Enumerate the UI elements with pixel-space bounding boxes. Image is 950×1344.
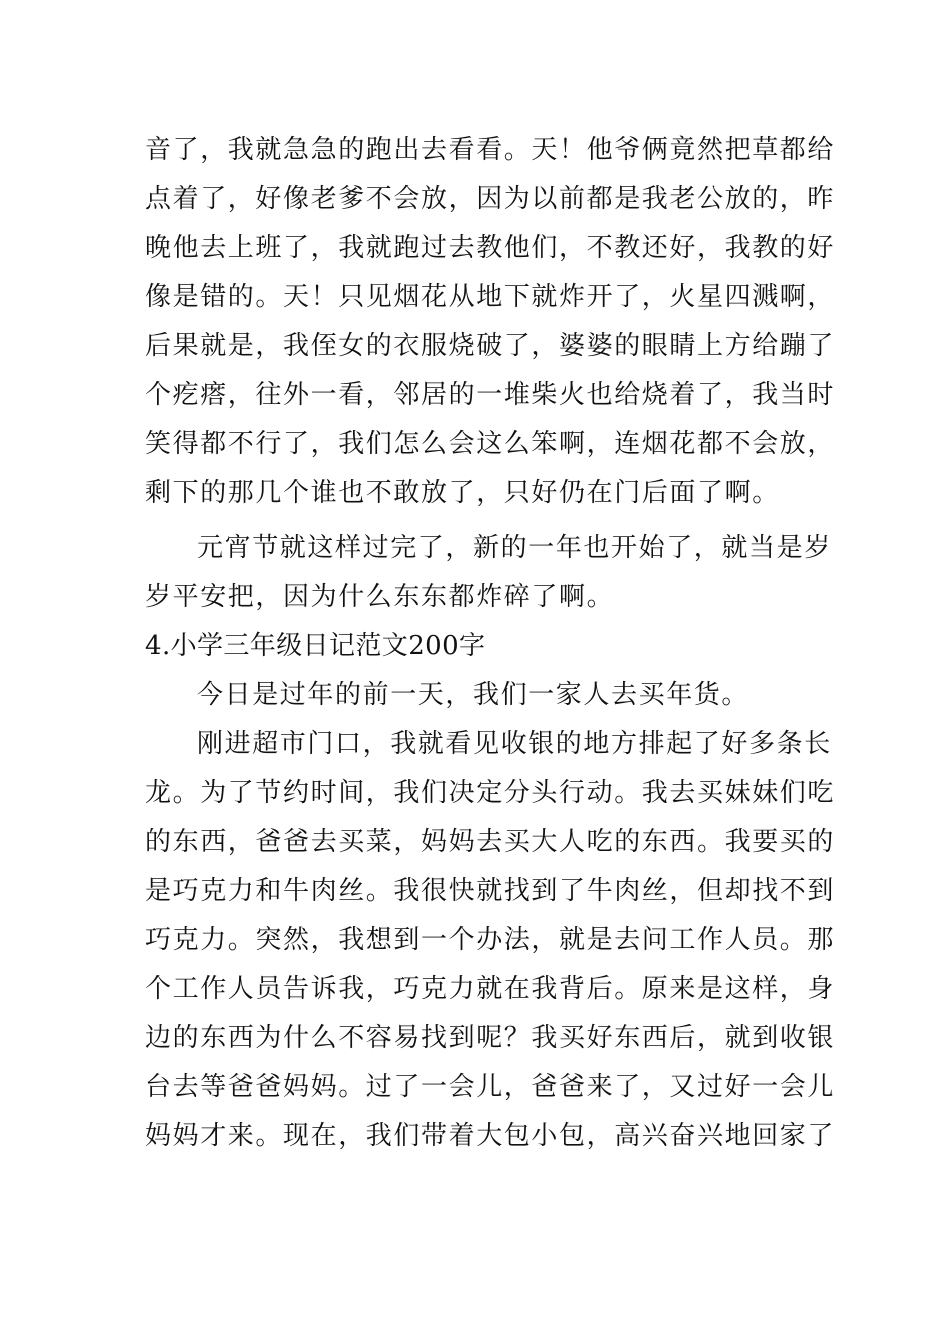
text-line: 笑得都不行了，我们怎么会这么笨啊，连烟花都不会放， xyxy=(145,429,836,459)
text-line: 音了，我就急急的跑出去看看。天！他爷俩竟然把草都给 xyxy=(145,135,836,165)
text-line: 晚他去上班了，我就跑过去教他们，不教还好，我教的好 xyxy=(145,233,836,263)
text-line: 岁平安把，因为什么东东都炸碎了啊。 xyxy=(145,582,615,612)
paragraph-start-line: 刚进超市门口，我就看见收银的地方排起了好多条长 xyxy=(197,729,832,759)
paragraph-start-line: 今日是过年的前一天，我们一家人去买年货。 xyxy=(197,680,750,710)
text-line: 个工作人员告诉我，巧克力就在我背后。原来是这样，身 xyxy=(145,974,836,1004)
text-line: 像是错的。天！只见烟花从地下就炸开了，火星四溅啊， xyxy=(145,282,836,312)
text-line: 妈妈才来。现在，我们带着大包小包，高兴奋兴地回家了 xyxy=(145,1121,836,1151)
text-line: 巧克力。突然，我想到一个办法，就是去问工作人员。那 xyxy=(145,925,836,955)
text-line: 的东西，爸爸去买菜，妈妈去买大人吃的东西。我要买的 xyxy=(145,827,836,857)
text-line: 边的东西为什么不容易找到呢？我买好东西后，就到收银 xyxy=(145,1023,836,1053)
text-line: 是巧克力和牛肉丝。我很快就找到了牛肉丝，但却找不到 xyxy=(145,876,836,906)
text-line: 剩下的那几个谁也不敢放了，只好仍在门后面了啊。 xyxy=(145,478,780,508)
section-heading: 4.小学三年级日记范文200字 xyxy=(145,631,486,661)
text-line: 点着了，好像老爹不会放，因为以前都是我老公放的，昨 xyxy=(145,184,836,214)
text-line: 台去等爸爸妈妈。过了一会儿，爸爸来了，又过好一会儿 xyxy=(145,1072,836,1102)
text-line: 后果就是，我侄女的衣服烧破了，婆婆的眼睛上方给蹦了 xyxy=(145,331,836,361)
text-line: 个疙瘩，往外一看，邻居的一堆柴火也给烧着了，我当时 xyxy=(145,380,836,410)
paragraph-start-line: 元宵节就这样过完了，新的一年也开始了，就当是岁 xyxy=(197,533,832,563)
text-line: 龙。为了节约时间，我们决定分头行动。我去买妹妹们吃 xyxy=(145,778,836,808)
